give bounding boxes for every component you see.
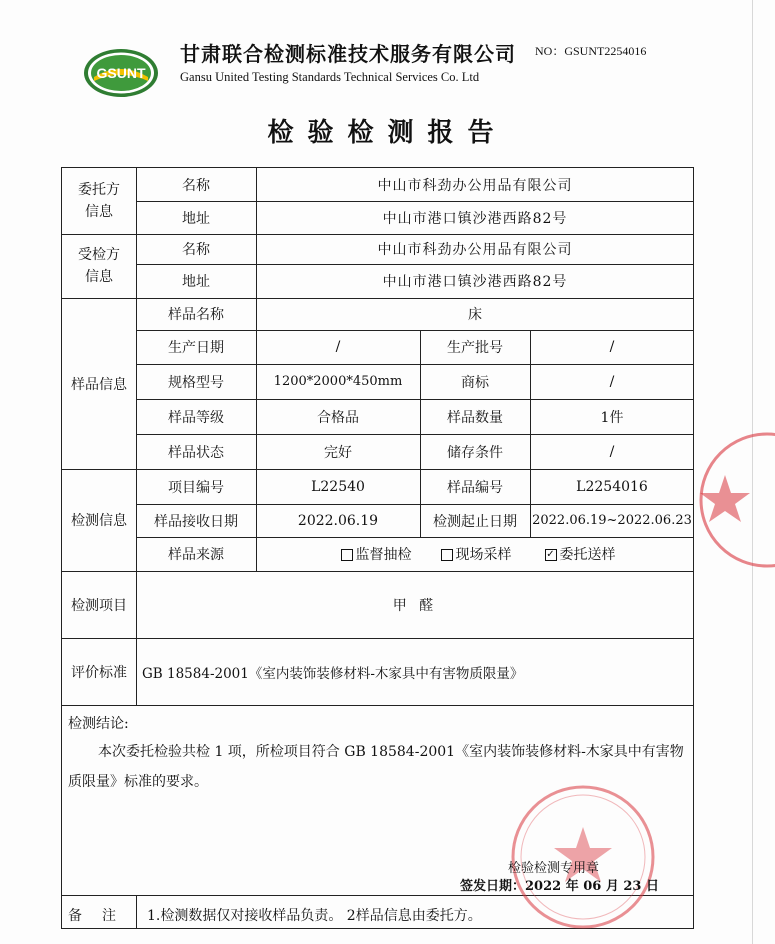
test-section-label: 检测信息 (71, 513, 127, 529)
inspected-name: 中山市科劲办公用品有限公司 (377, 242, 573, 258)
client-name-label: 名称 (182, 177, 210, 194)
batch: / (609, 339, 615, 355)
grade-label: 样品等级 (168, 409, 224, 426)
state: 完好 (324, 444, 352, 461)
inspected-name-label: 名称 (182, 242, 210, 258)
spec-label: 规格型号 (168, 374, 224, 391)
remark-text: 1.检测数据仅对接收样品负责。 2样品信息由委托方。 (147, 908, 482, 924)
prod-date-label: 生产日期 (168, 340, 224, 356)
qty-label: 样品数量 (447, 409, 503, 426)
source-label: 样品来源 (168, 547, 224, 563)
standard-value: GB 18584-2001《室内装饰装修材料-木家具中有害物质限量》 (142, 665, 524, 682)
client-addr-label: 地址 (182, 210, 210, 227)
report-number: NO：GSUNT2254016 (535, 44, 647, 58)
sample-no-label: 样品编号 (447, 479, 503, 496)
qty: 1件 (600, 409, 624, 426)
state-label: 样品状态 (168, 444, 224, 461)
issue-date: 签发日期：2022 年 06 月 23 日 (460, 879, 659, 894)
source-option-1-label: 监督抽检 (355, 547, 412, 563)
checkbox-empty-icon (441, 549, 453, 561)
items-label: 检测项目 (71, 597, 127, 614)
logo-text: GSUNT (96, 65, 146, 81)
sample-name: 床 (468, 307, 482, 323)
sample-name-label: 样品名称 (168, 307, 224, 323)
side-seal-icon (695, 425, 775, 575)
spec: 1200*2000*450mm (273, 374, 403, 389)
recv-date-label: 样品接收日期 (154, 513, 238, 530)
proj-no: L22540 (311, 478, 365, 495)
period-label: 检测起止日期 (433, 513, 517, 530)
source-option-onsite (436, 537, 516, 571)
period: 2022.06.19~2022.06.23 (532, 513, 692, 528)
proj-no-label: 项目编号 (168, 479, 224, 496)
brand: / (609, 373, 615, 390)
conclusion-label: 检测结论: (68, 716, 129, 732)
checkbox-empty-icon (341, 549, 353, 561)
client-section-label: 委托方信息 (78, 182, 120, 220)
storage: / (609, 443, 615, 460)
source-option-2-label: 现场采样 (455, 547, 512, 563)
source-option-supervision (336, 537, 416, 571)
inspected-address: 中山市港口镇沙港西路82号 (382, 274, 568, 290)
checkbox-checked-icon: ✓ (546, 549, 555, 560)
sample-section-label: 样品信息 (71, 376, 127, 393)
report-title: 检验检测报告 (267, 118, 508, 148)
seal-label: 检验检测专用章 (508, 861, 600, 876)
inspected-section-label: 受检方信息 (78, 247, 120, 285)
source-option-3-label: 委托送样 (559, 547, 616, 563)
gsunt-logo-icon (82, 47, 160, 99)
brand-label: 商标 (461, 374, 489, 391)
grade: 合格品 (317, 409, 359, 426)
grid-line (136, 895, 137, 929)
recv-date: 2022.06.19 (297, 512, 379, 529)
inspected-addr-label: 地址 (182, 274, 210, 290)
remark-label: 备注 (68, 908, 136, 924)
conclusion-text: 本次委托检验共检 1 项，所检项目符合 GB 18584-2001《室内装饰装修材料-木家具中有害物质限量》标准的要求。 (68, 744, 684, 790)
source-option-entrusted (540, 537, 620, 571)
standard-label: 评价标准 (71, 664, 127, 681)
sample-no: L2254016 (576, 478, 648, 495)
org-name-cn: 甘肃联合检测标准技术服务有限公司 (180, 42, 516, 66)
client-name: 中山市科劲办公用品有限公司 (377, 177, 573, 194)
batch-label: 生产批号 (447, 340, 503, 356)
storage-label: 储存条件 (447, 444, 503, 461)
client-address: 中山市港口镇沙港西路82号 (382, 210, 568, 227)
org-name-en: Gansu United Testing Standards Technical Services Co. Ltd (180, 70, 480, 84)
grid-line (61, 705, 694, 706)
items-value: 甲 醛 (392, 597, 438, 614)
prod-date: / (335, 339, 341, 355)
